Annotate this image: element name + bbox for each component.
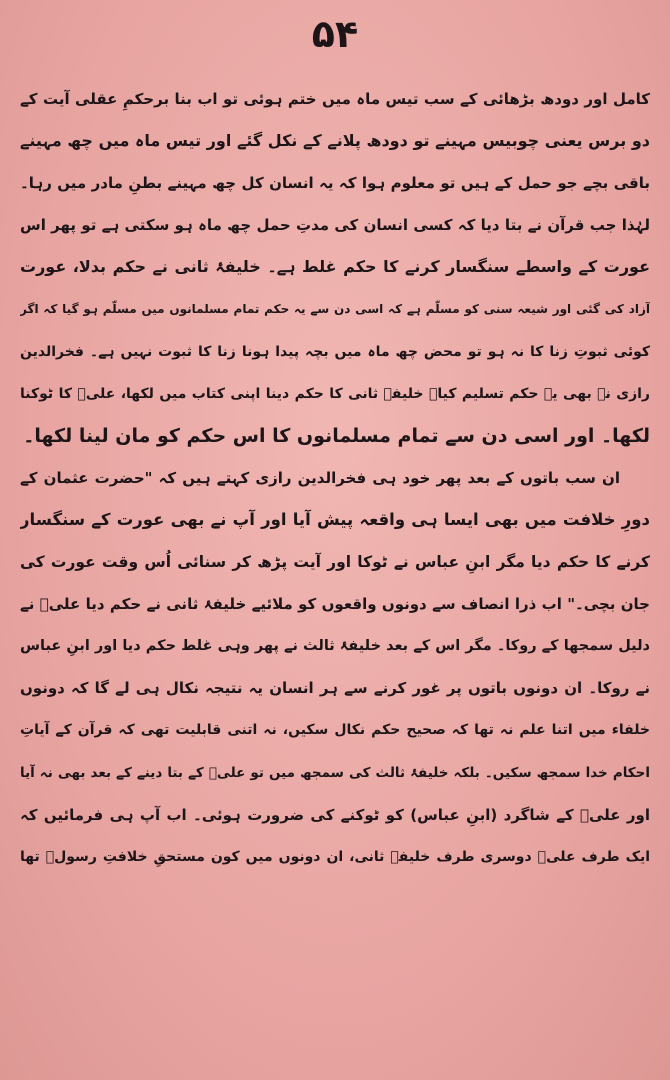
text-line: باقی بچے جو حمل کے ہیں تو معلوم ہوا کہ یہ انسان کل چھ مہینے بطنِ مادر میں رہا۔: [20, 174, 650, 193]
text-line: جان بچی۔" اب ذرا انصاف سے دونوں واقعوں کو ملائیے خلیفۂ ثانی نے حکم دیا علیؑ نے: [20, 595, 650, 614]
text-line: کامل اور دودھ بڑھائی کے سب تیس ماہ میں ختم ہوئی تو اب بنا برحکمِ عقلی آیت کے: [20, 90, 650, 108]
text-line: عورت کے واسطے سنگسار کرنے کا حکم غلط ہے۔ خلیفۂ ثانی نے حکم بدلا، عورت: [20, 257, 650, 277]
text-line: اور علیؑ کے شاگرد (ابنِ عباس) کو ٹوکنے کی ضرورت ہوئی۔ اب آپ ہی فرمائیں کہ: [20, 805, 650, 824]
text-line: خلفاء میں اتنا علم نہ تھا کہ صحیح حکم نکال سکیں، نہ اتنی قابلیت تھی کہ قرآن کے آیاتِ: [20, 722, 650, 739]
text-line: آزاد کی گئی اور شیعہ سنی کو مسلّم ہے کہ اسی دن سے یہ حکم تمام مسلمانوں میں مسلّم ہو گیا کہ اگر: [20, 302, 650, 317]
text-line: لکھا۔ اور اسی دن سے تمام مسلمانوں کا اس حکم کو مان لینا لکھا۔: [23, 424, 650, 447]
page-number: ۵۴: [311, 12, 359, 56]
text-line: احکام خدا سمجھ سکیں۔ بلکہ خلیفۂ ثالث کی سمجھ میں تو علیؑ کے بتا دینے کے بعد بھی نہ آیا: [20, 764, 650, 781]
paragraph-start-line: ان سب باتوں کے بعد پھر خود ہی فخرالدین رازی کہتے ہیں کہ "حضرت عثمان کے: [20, 468, 620, 487]
text-line: نے روکا۔ ان دونوں باتوں پر غور کرنے سے ہر انسان یہ نتیجہ نکال ہی لے گا کہ دونوں: [20, 679, 650, 698]
text-line: رازی نے بھی یہ حکم تسلیم کیا۔ خلیفۂ ثانی کا حکم دینا اپنی کتاب میں لکھا، علیؑ کا ٹوکنا: [20, 385, 650, 402]
text-line: لہٰذا جب قرآن نے بتا دیا کہ کسی انسان کی مدتِ حمل چھ ماہ ہو سکتی ہے تو پھر اس: [20, 216, 650, 235]
text-line: کوئی ثبوتِ زنا کا نہ ہو تو محض چھ ماہ میں بچہ پیدا ہونا زنا کا ثبوت نہیں ہے۔ فخرالدین: [20, 343, 650, 360]
text-line: دو برس یعنی چوبیس مہینے تو دودھ پلانے کے نکل گئے اور تیس ماہ میں چھ مہینے: [20, 131, 650, 151]
urdu-body-text: [20, 78, 650, 878]
text-line: ایک طرف علیؑ دوسری طرف خلیفۂ ثانی، ان دونوں میں کون مستحقِ خلافتِ رسولؐ تھا: [20, 848, 650, 865]
text-line: دلیل سمجھا کے روکا۔ مگر اس کے بعد خلیفۂ ثالث نے پھر وہی غلط حکم دیا اور ابنِ عباس: [20, 638, 650, 655]
text-line: کرنے کا حکم دیا مگر ابنِ عباس نے ٹوکا اور آیت پڑھ کر سنائی اُس وقت عورت کی: [20, 553, 650, 572]
text-line: دورِ خلافت میں بھی ایسا ہی واقعہ پیش آیا اور آپ نے بھی عورت کے سنگسار: [20, 509, 650, 529]
